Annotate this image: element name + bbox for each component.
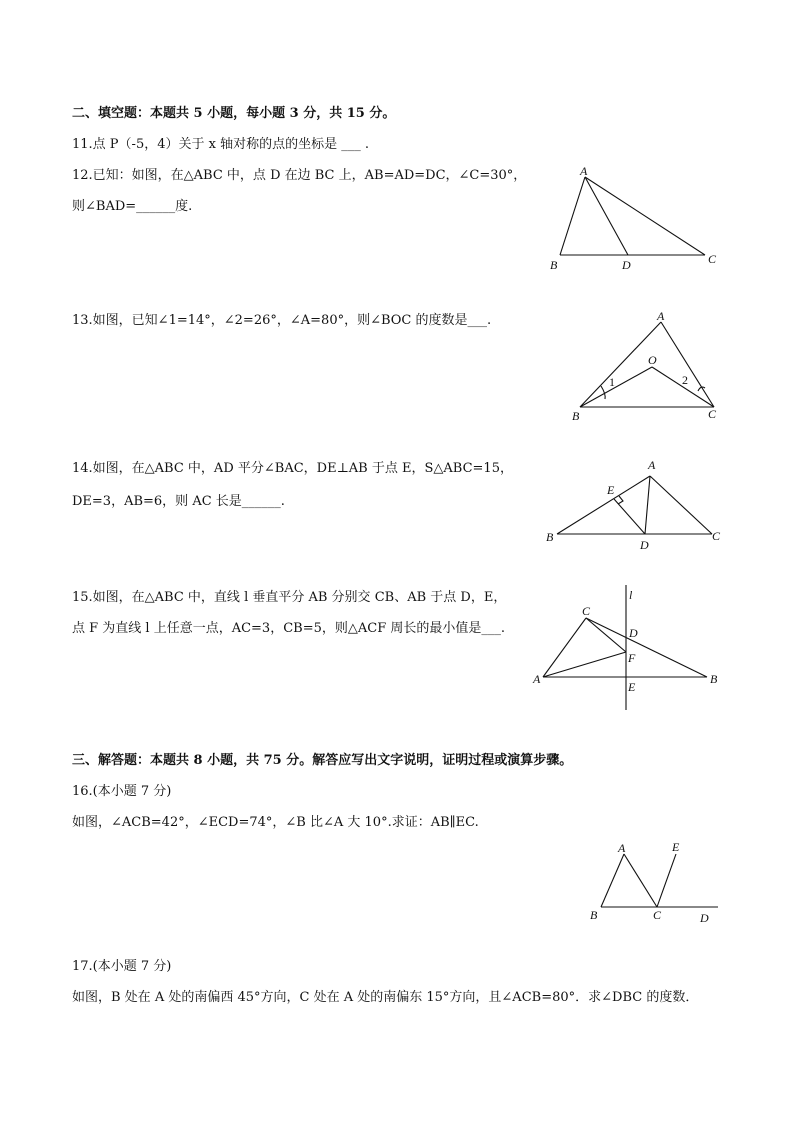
label-c: C xyxy=(653,908,662,922)
label-e: E xyxy=(607,483,615,497)
label-a: A xyxy=(533,672,541,686)
label-b: B xyxy=(590,908,598,922)
label-o: O xyxy=(648,353,657,367)
figure-q13-triangle xyxy=(565,308,735,426)
label-d: D xyxy=(640,538,649,552)
label-c: C xyxy=(712,529,721,543)
label-b: B xyxy=(572,409,580,423)
label-a: A xyxy=(657,309,665,323)
figure-q16-lines xyxy=(580,835,730,930)
section-2-heading: 二、填空题：本题共 5 小题，每小题 3 分，共 15 分。 xyxy=(72,106,396,121)
figure-q15-triangle xyxy=(527,585,727,713)
question-14-line-2: DE=3，AB=6，则 AC 长是______. xyxy=(72,494,285,509)
label-e: E xyxy=(672,840,680,854)
label-a: A xyxy=(580,164,588,178)
section-3-heading: 三、解答题：本题共 8 小题，共 75 分。解答应写出文字说明，证明过程或演算步骤。 xyxy=(72,753,573,768)
question-15-line-1: 15.如图，在△ABC 中，直线 l 垂直平分 AB 分别交 CB、AB 于点 D，E， xyxy=(72,590,507,605)
question-14-line-1: 14.如图，在△ABC 中，AD 平分∠BAC，DE⊥AB 于点 E，S△ABC=15， xyxy=(72,461,513,476)
question-16-text: 如图，∠ACB=42°，∠ECD=74°，∠B 比∠A 大 10°.求证：AB∥EC. xyxy=(72,815,479,830)
angle-1-label: 1 xyxy=(609,375,615,389)
question-13: 13.如图，已知∠1=14°，∠2=26°，∠A=80°，则∠BOC 的度数是___. xyxy=(72,313,492,328)
question-17-text: 如图，B 处在 A 处的南偏西 45°方向，C 处在 A 处的南偏东 15°方向，且∠ACB=80°．求∠DBC 的度数． xyxy=(72,990,699,1005)
label-c: C xyxy=(708,407,717,421)
label-b: B xyxy=(546,530,554,544)
angle-2-label: 2 xyxy=(682,373,688,387)
label-a: A xyxy=(648,458,656,472)
label-d: D xyxy=(700,911,709,925)
label-b: B xyxy=(550,258,558,272)
question-12-line-2: 则∠BAD=______度. xyxy=(72,199,193,214)
figure-q14-triangle xyxy=(540,455,730,555)
label-c: C xyxy=(708,252,717,266)
label-b: B xyxy=(710,672,718,686)
question-11: 11.点 P（-5，4）关于 x 轴对称的点的坐标是 ___ . xyxy=(72,137,369,152)
label-d: D xyxy=(622,258,631,272)
figure-q12-triangle xyxy=(540,163,730,278)
label-d: D xyxy=(629,626,638,640)
question-15-line-2: 点 F 为直线 l 上任意一点，AC=3，CB=5，则△ACF 周长的最小值是___. xyxy=(72,621,505,636)
label-e: E xyxy=(628,680,636,694)
label-l: l xyxy=(629,588,633,602)
question-16-title: 16.(本小题 7 分) xyxy=(72,784,172,799)
question-17-title: 17.(本小题 7 分) xyxy=(72,959,172,974)
label-c: C xyxy=(582,604,591,618)
label-f: F xyxy=(628,651,636,665)
question-12-line-1: 12.已知：如图，在△ABC 中，点 D 在边 BC 上，AB=AD=DC，∠C=30°， xyxy=(72,168,527,183)
label-a: A xyxy=(618,841,626,855)
